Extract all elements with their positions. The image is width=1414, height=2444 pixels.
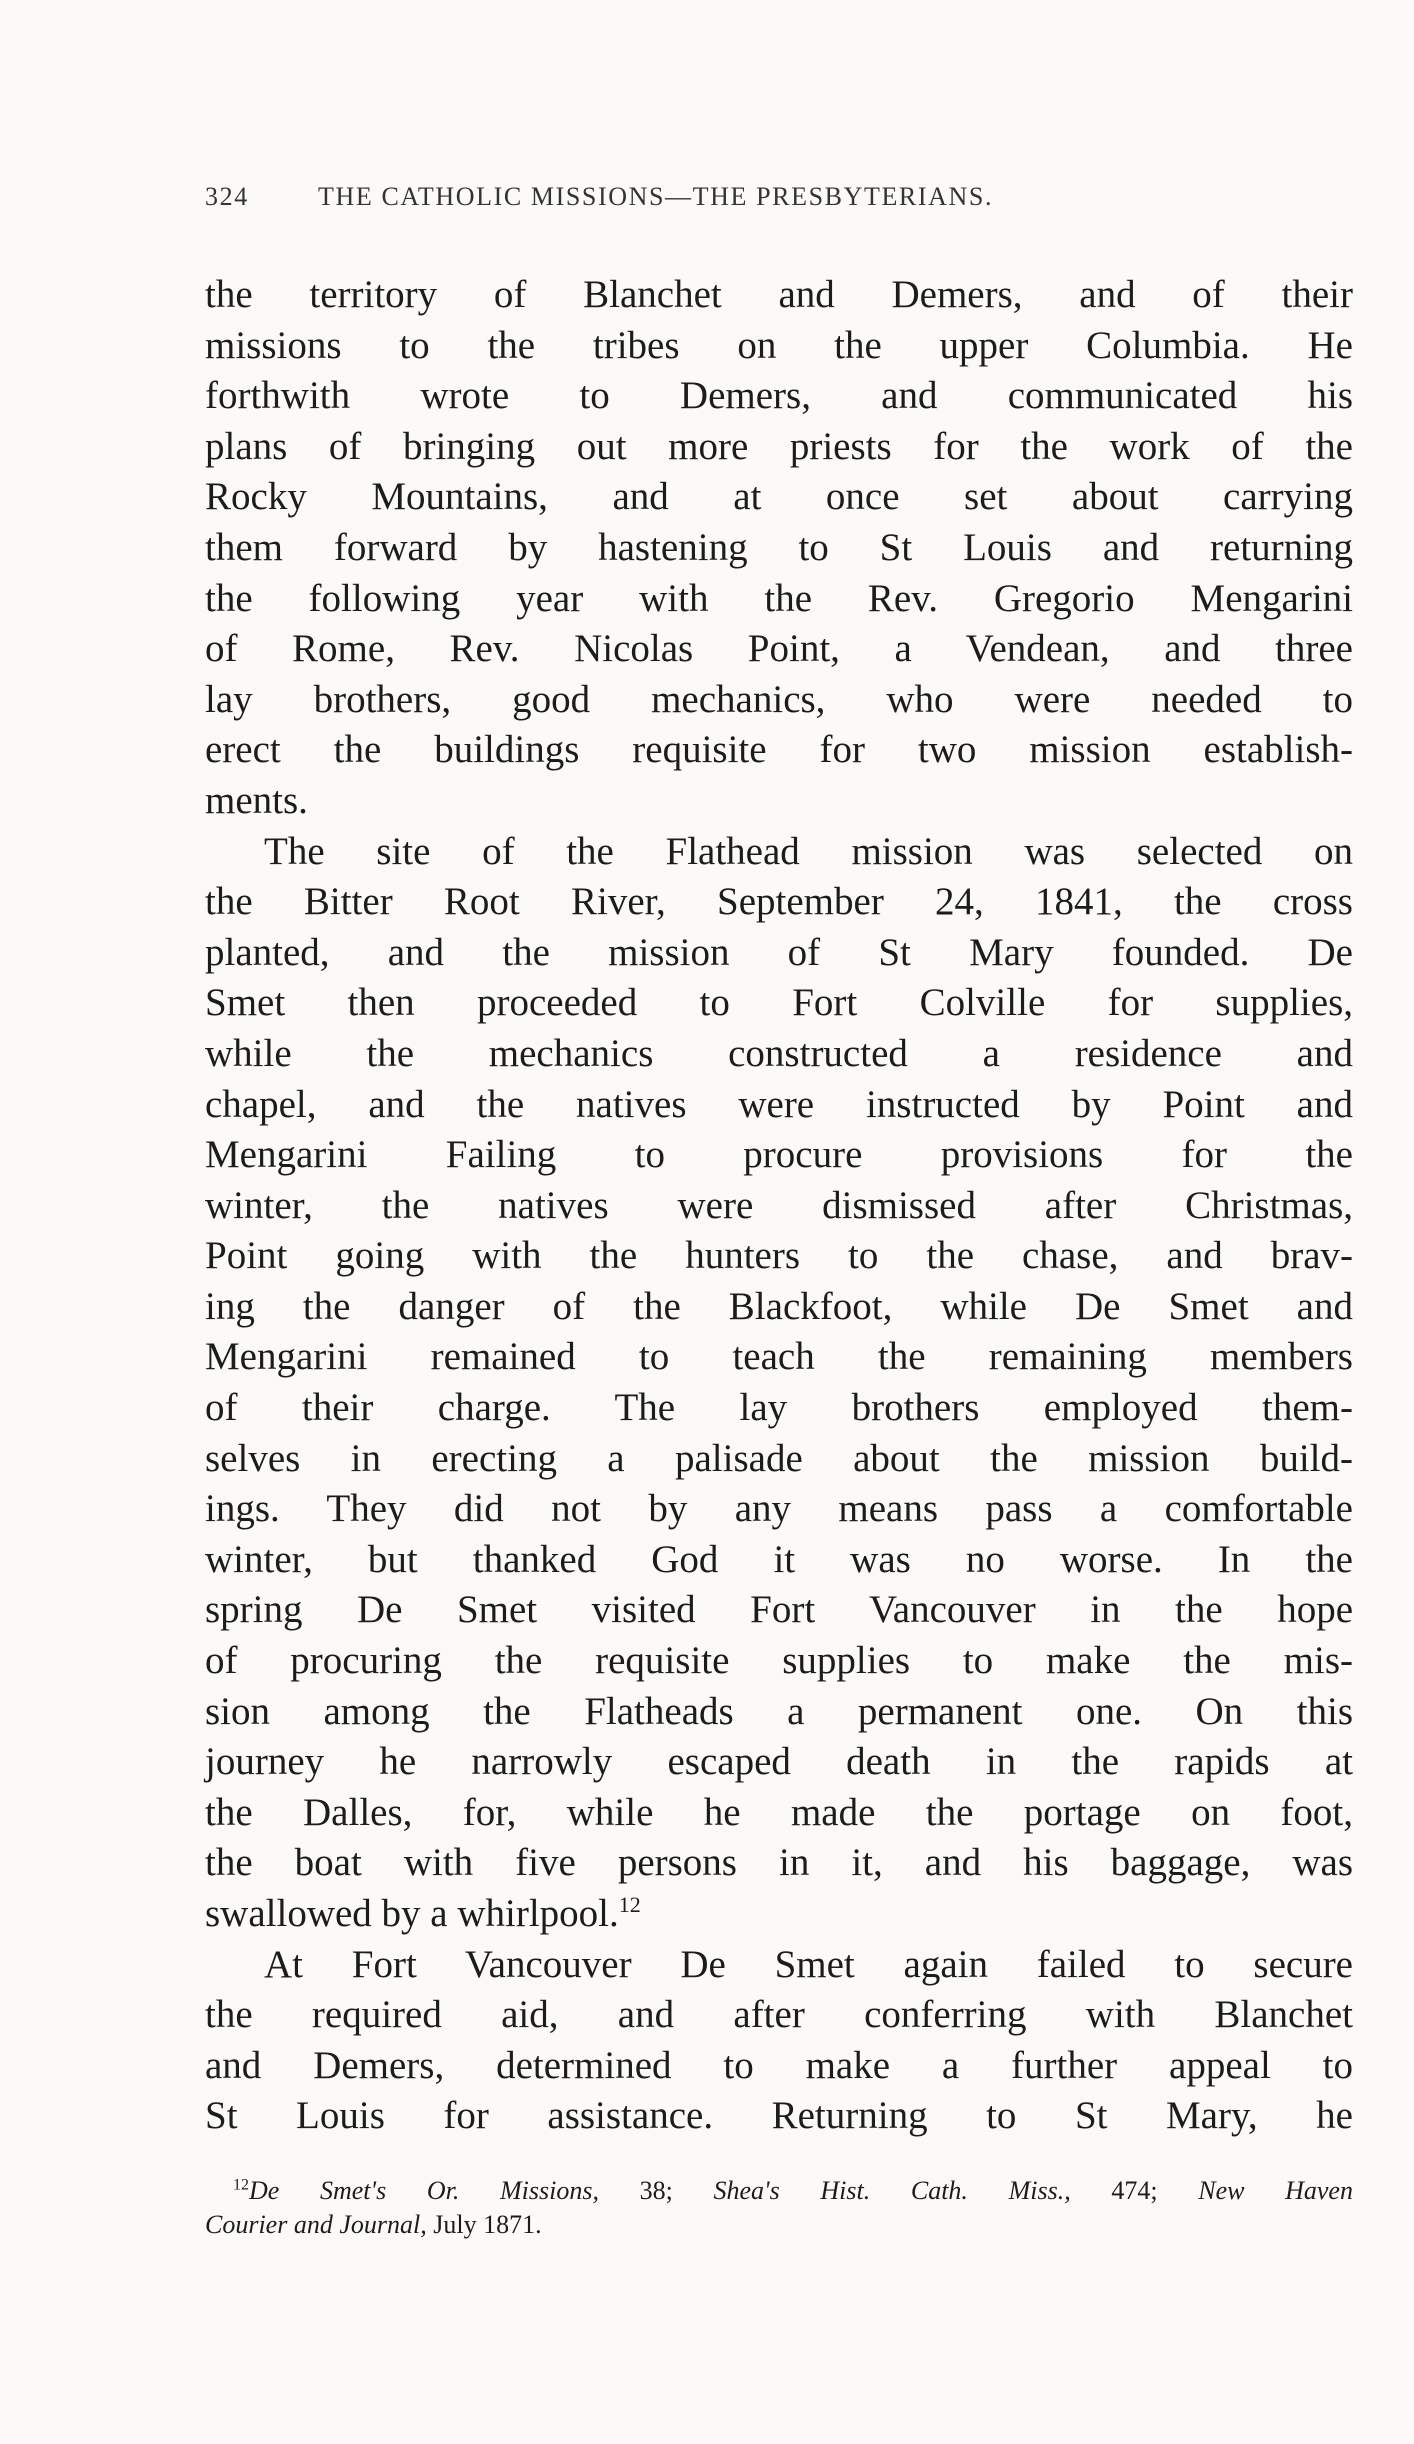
text-line: the territory of Blanchet and Demers, and of their — [205, 273, 1353, 316]
text-line: journey he narrowly escaped death in the rapids at — [205, 1740, 1353, 1784]
running-title: THE CATHOLIC MISSIONS—THE PRESBYTERIANS. — [318, 182, 994, 211]
footnote-ref-2: Shea's Hist. Cath. Miss., — [713, 2176, 1071, 2205]
text-line: plans of bringing out more priests for the work of the — [205, 424, 1353, 468]
page-number: 324 — [205, 182, 249, 211]
text-line: selves in erecting a palisade about the mission build- — [205, 1436, 1353, 1480]
text-line: Smet then proceeded to Fort Colville for supplies, — [205, 981, 1353, 1025]
footnote-marker: 12 — [233, 2176, 249, 2194]
paragraph-start-line: At Fort Vancouver De Smet again failed to secure — [264, 1942, 1353, 1986]
footnote-ref-1: De Smet's Or. Missions, — [249, 2176, 599, 2205]
text-line: winter, but thanked God it was no worse. In the — [205, 1537, 1353, 1581]
text-line: St Louis for assistance. Returning to St Mary, he — [205, 2094, 1353, 2138]
footnote-reference[interactable]: 12 — [618, 1892, 641, 1917]
footnote-ref-3b: Courier and Journal, — [205, 2210, 427, 2239]
text-line-with-footnote-ref — [205, 1889, 1353, 1940]
text-line: while the mechanics constructed a residence and — [205, 1031, 1353, 1075]
footnote-ref-3a: New Haven — [1198, 2176, 1353, 2205]
text-line: them forward by hastening to St Louis and returning — [205, 525, 1353, 569]
text-line: Rocky Mountains, and at once set about carrying — [205, 475, 1353, 519]
text-line: planted, and the mission of St Mary founded. De — [205, 930, 1353, 974]
footnote-page-2: 474; — [1070, 2176, 1199, 2205]
footnote-line — [205, 2208, 1353, 2242]
text-line: of their charge. The lay brothers employed them- — [205, 1386, 1353, 1430]
text-line: lay brothers, good mechanics, who were needed to — [205, 677, 1353, 721]
text-line: spring De Smet visited Fort Vancouver in the hope — [205, 1588, 1353, 1632]
text-line: the boat with five persons in it, and his baggage, was — [205, 1841, 1353, 1885]
footnote-date: July 1871. — [426, 2210, 542, 2239]
text-line: the Bitter Root River, September 24, 1841, the cross — [205, 880, 1353, 924]
text-line: of procuring the requisite supplies to make the mis- — [205, 1639, 1353, 1683]
footnotes — [205, 2174, 1353, 2242]
text-line: Mengarini Failing to procure provisions for the — [205, 1133, 1353, 1177]
footnote-page-1: 38; — [598, 2176, 714, 2205]
text-line: ments. — [205, 778, 308, 822]
footnote-line — [205, 2174, 1353, 2208]
body-text — [205, 270, 1353, 2142]
text-segment: swallowed by a whirlpool. — [205, 1892, 619, 1935]
text-line: the required aid, and after conferring with Blanchet — [205, 1993, 1353, 2037]
text-line: Point going with the hunters to the chase, and brav- — [205, 1234, 1353, 1278]
text-line: chapel, and the natives were instructed by Point and — [205, 1082, 1353, 1126]
text-line: and Demers, determined to make a further appeal to — [205, 2043, 1353, 2087]
text-line: ings. They did not by any means pass a comfortable — [205, 1487, 1353, 1531]
text-line: winter, the natives were dismissed after Christmas, — [205, 1183, 1353, 1227]
text-line: forthwith wrote to Demers, and communicated his — [205, 374, 1353, 418]
text-line: the Dalles, for, while he made the portage on foot, — [205, 1790, 1353, 1834]
text-line: sion among the Flatheads a permanent one. On this — [205, 1689, 1353, 1733]
running-head — [205, 182, 1215, 222]
text-line: Mengarini remained to teach the remaining members — [205, 1335, 1353, 1379]
text-line: missions to the tribes on the upper Columbia. He — [205, 323, 1353, 367]
text-line: of Rome, Rev. Nicolas Point, a Vendean, and three — [205, 627, 1353, 671]
text-line: ing the danger of the Blackfoot, while De Smet and — [205, 1284, 1353, 1328]
paragraph-start-line: The site of the Flathead mission was selected on — [264, 829, 1353, 873]
text-line: the following year with the Rev. Gregorio Mengarini — [205, 576, 1353, 620]
text-line: erect the buildings requisite for two mission establish- — [205, 728, 1353, 772]
